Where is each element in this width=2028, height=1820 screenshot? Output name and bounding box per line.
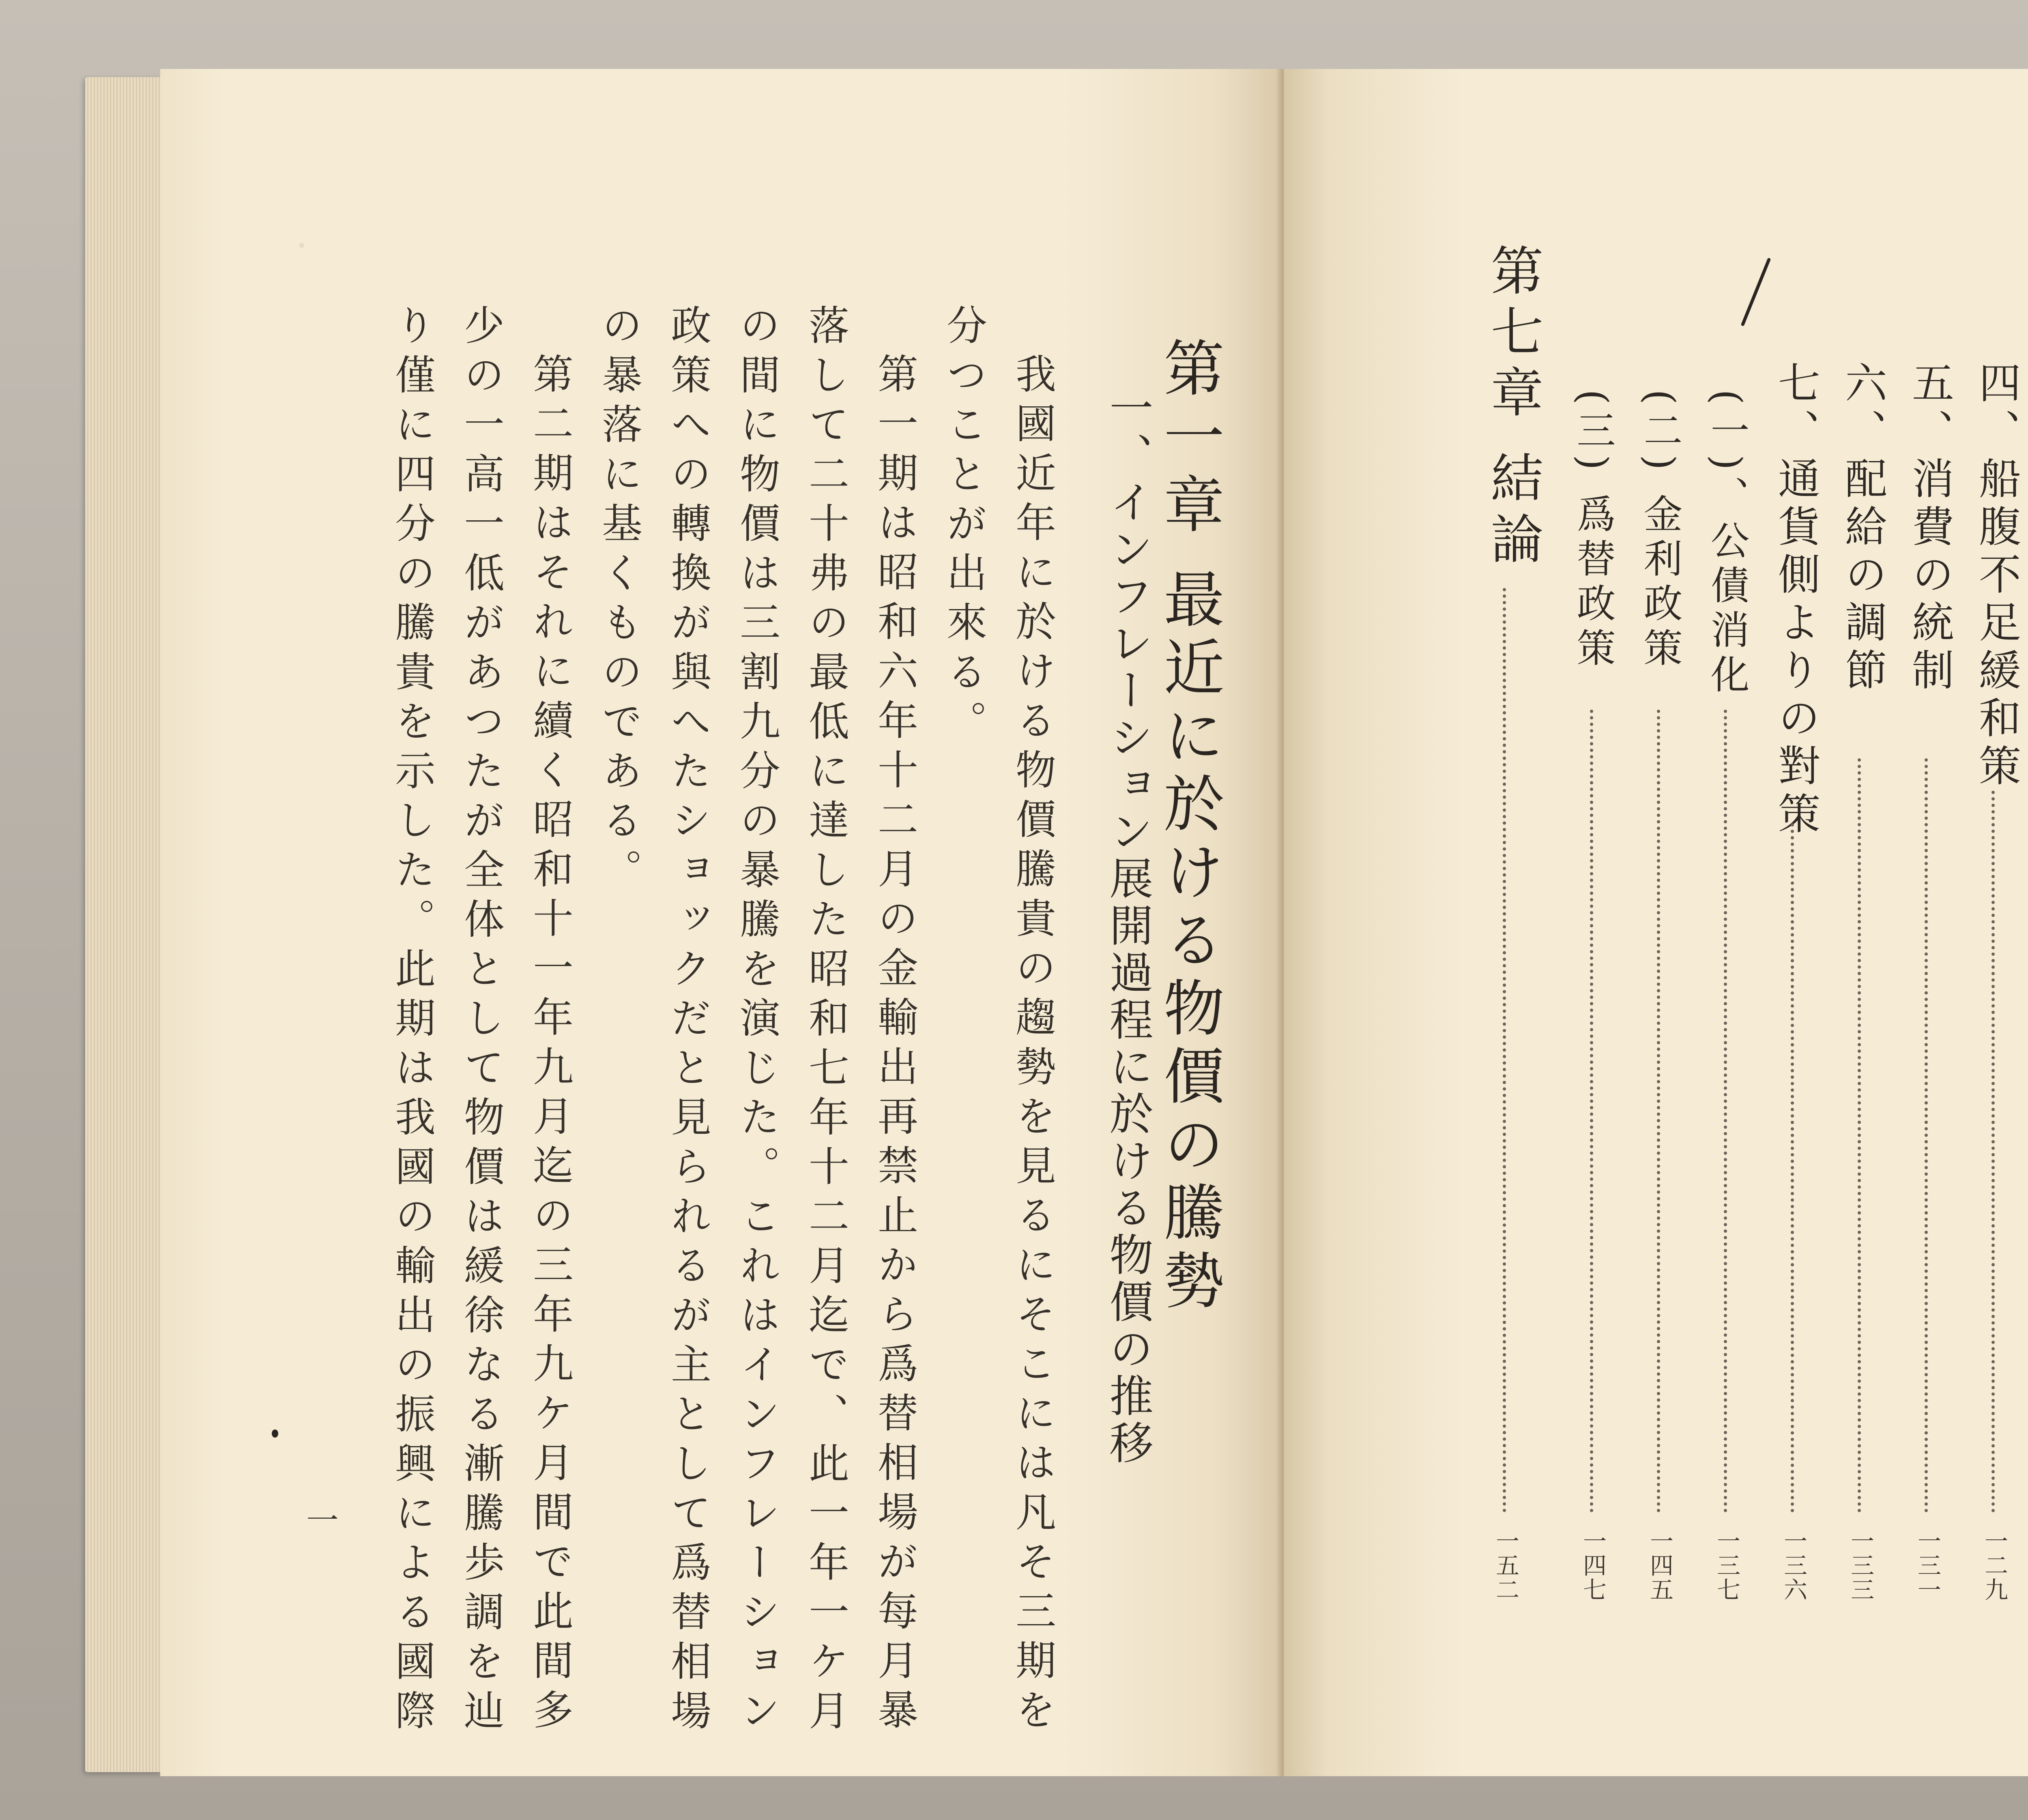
section-title: 一、インフレーション展開過程に於ける物價の推移 — [1102, 385, 1153, 1467]
toc-entry-page-number: 一五二 — [1492, 1529, 1519, 1602]
toc-entry-title: (一)、公債消化 — [1704, 389, 1750, 699]
body-line-10: り僅に四分の騰貴を示した。此期は我國の輸出の振興による國際 — [388, 304, 436, 1739]
toc-entry-page-number: 一三七 — [1713, 1529, 1740, 1602]
toc-entry-page-number: 一三一 — [1914, 1529, 1941, 1602]
toc-entry-title: 五、消費の統制 — [1905, 361, 1954, 696]
body-line-8: 第二期はそれに續く昭和十一年九月迄の三年九ケ月間で此間多 — [526, 353, 574, 1738]
body-line-6: 政策への轉換が與へたショックだと見られるが主として爲替相場 — [664, 304, 711, 1739]
right-page — [1284, 69, 2028, 1776]
toc-dot-leader — [1590, 710, 1593, 1513]
ink-dot — [272, 1429, 278, 1438]
toc-entry-title: 七、通貨側よりの對策 — [1771, 361, 1820, 839]
left-page — [160, 69, 1284, 1776]
body-line-7: の暴落に基くものである。 — [595, 304, 642, 898]
toc-entry-page-number: 一三六 — [1780, 1529, 1807, 1602]
show-through-text: · — [279, 239, 324, 264]
body-line-3: 第一期は昭和六年十二月の金輸出再禁止から爲替相場が每月暴 — [871, 353, 918, 1738]
toc-dot-leader — [1991, 791, 1995, 1513]
toc-dot-leader — [1858, 758, 1861, 1513]
toc-dot-leader — [1657, 710, 1660, 1513]
toc-dot-leader — [1791, 823, 1794, 1513]
body-line-1: 我國近年に於ける物價騰貴の趨勢を見るにそこには凡そ三期を — [1009, 353, 1056, 1738]
toc-entry-page-number: 一三三 — [1847, 1529, 1874, 1602]
left-page-edges — [85, 77, 162, 1772]
open-book — [85, 61, 2028, 1788]
chapter-title: 第一章 最近に於ける物價の騰勢 — [1153, 337, 1224, 1317]
page-number: 一 — [306, 1502, 339, 1539]
toc-entry-title: (二) 金利政策 — [1637, 389, 1683, 672]
toc-dot-leader — [1925, 758, 1928, 1513]
body-line-5: の間に物價は三割九分の暴騰を演じた。これはインフレーション — [733, 304, 780, 1739]
body-line-9: 少の一高一低があつたが全体として物價は緩徐なる漸騰歩調を辿 — [457, 304, 505, 1739]
toc-entry-page-number: 一四七 — [1579, 1529, 1607, 1602]
toc-entry-page-number: 一二九 — [1981, 1529, 2008, 1602]
toc-dot-leader — [1503, 588, 1506, 1513]
toc-entry-title: 第七章 結論 — [1482, 243, 1544, 573]
toc-entry-title: 四、船腹不足緩和策 — [1972, 361, 2021, 792]
toc-entry-page-number: 一四五 — [1646, 1529, 1674, 1602]
body-line-4: 落して二十弗の最低に達した昭和七年十二月迄で、此一年一ケ月 — [802, 304, 849, 1739]
toc-entry-title: (三) 爲替政策 — [1570, 389, 1616, 672]
toc-entry-title: 六、配給の調節 — [1838, 361, 1887, 696]
ink-tick-mark — [1741, 258, 1771, 326]
toc-dot-leader — [1724, 710, 1727, 1513]
body-line-2: 分つことが出來る。 — [940, 304, 987, 749]
